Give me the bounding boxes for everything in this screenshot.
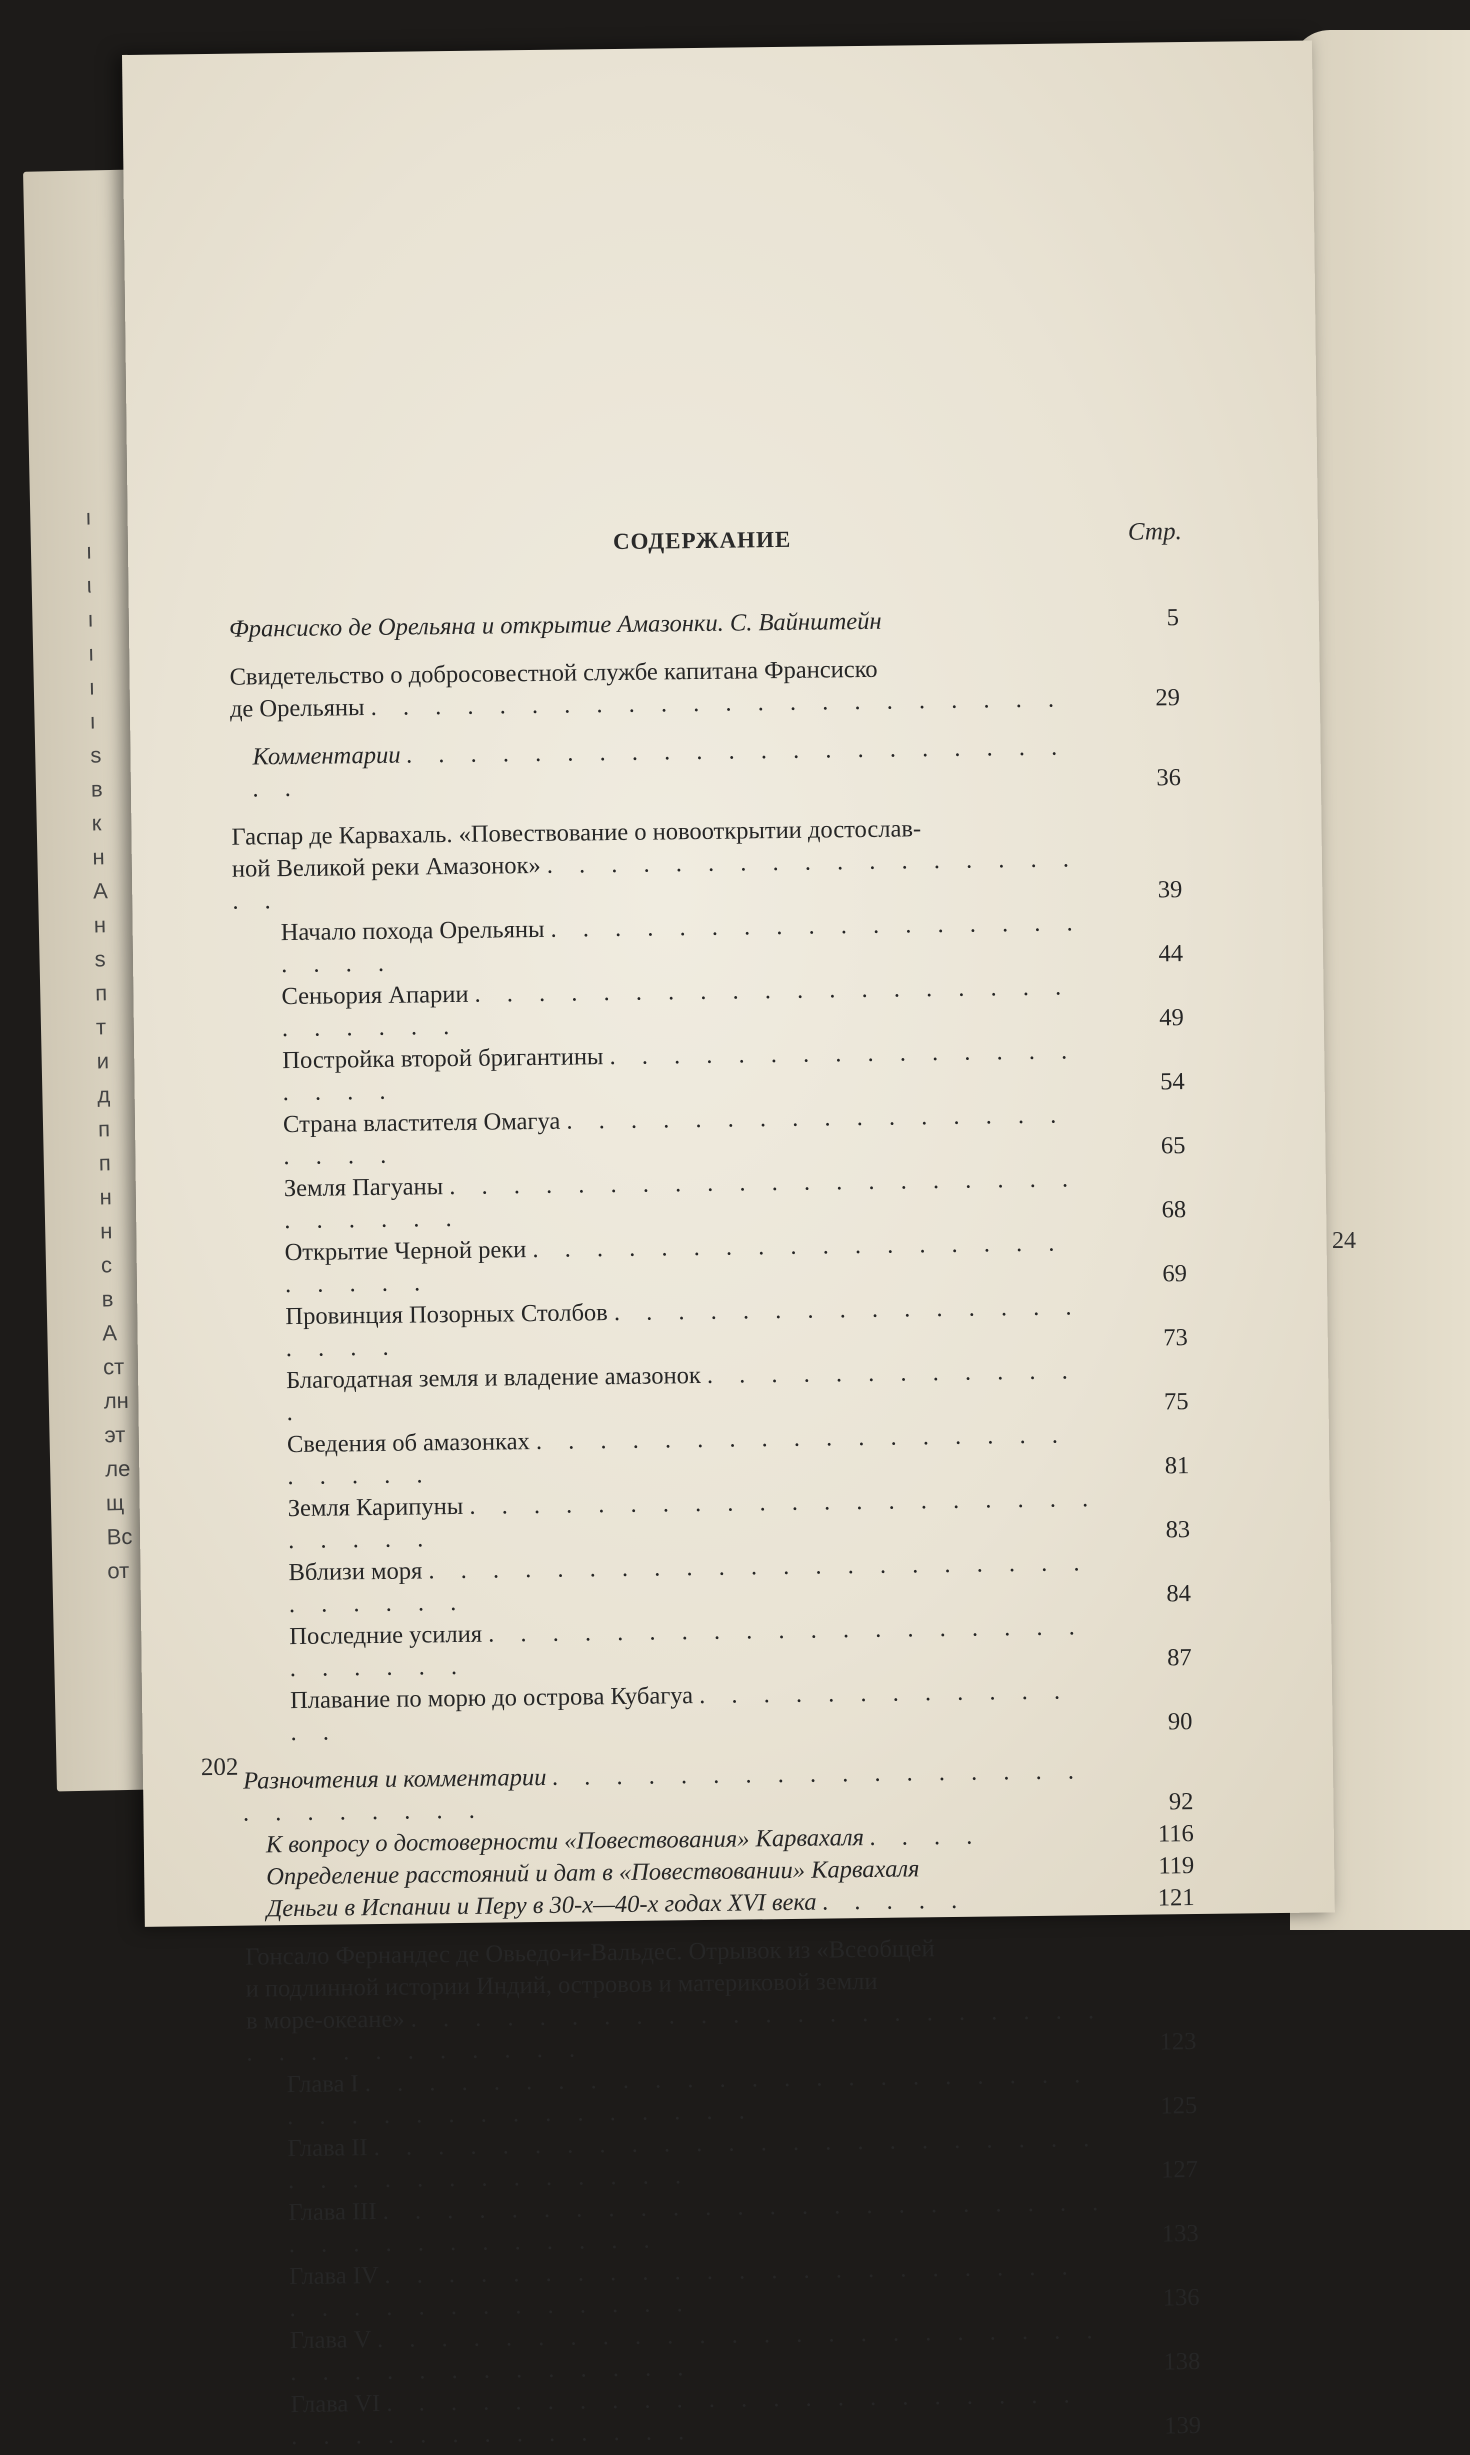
toc-entry (238, 1354, 1189, 1430)
toc-entry-line: Гонсало Фернандес де Овьедо-и-Вальдес. Отрывок из «Всеобщей (245, 1935, 935, 1971)
toc-entry (239, 1418, 1190, 1494)
toc-entry (248, 2186, 1199, 2262)
toc-entry-title (288, 1482, 1191, 1557)
toc-entry-line: Сеньория Апарии (281, 980, 469, 1011)
previous-page-fragment: ı (88, 674, 96, 700)
previous-page-fragment: п (95, 980, 108, 1006)
toc-entry-line: Глава IV (288, 2262, 379, 2291)
toc-entry-page: 69 (1162, 1260, 1188, 1288)
toc-leader-dots: . . . . . . . . . . . . . (286, 1357, 1078, 1427)
toc-leader-dots: . . . . . . . . . . . . . . . . . . . . . . . . . . . . . . . . . . . . . . (287, 2061, 1091, 2131)
toc-entry (236, 1226, 1187, 1302)
toc-leader-dots: . . . . . . . . . . . . . . . . . . . . . (280, 909, 1083, 979)
previous-page-fragment: н (92, 844, 105, 870)
toc-leader-dots: . . . . . (822, 1886, 968, 1916)
previous-page-fragment: s (90, 742, 102, 768)
toc-entry-title (287, 1418, 1190, 1493)
toc-entry-title (288, 2186, 1199, 2261)
previous-page-fragment: лн (103, 1387, 130, 1414)
page-title: СОДЕРЖАНИЕ (612, 526, 792, 555)
toc-entry-page: 29 (1155, 684, 1181, 712)
toc-entry-page: 44 (1158, 940, 1184, 968)
toc-entry-page: 90 (1167, 1708, 1193, 1736)
toc-entry-page: 65 (1160, 1132, 1186, 1160)
previous-page-fragment: п (97, 1116, 111, 1142)
toc-entry-title (281, 970, 1184, 1045)
toc-entry-title (231, 810, 1182, 918)
toc-leader-dots: . . . . . . . . . . . . . . . . . . . (285, 1293, 1082, 1363)
toc-entry-page: 121 (1157, 1884, 1195, 1912)
toc-entry-page: 73 (1163, 1324, 1188, 1352)
toc-entry-line: Разночтения и комментарии (242, 1763, 547, 1795)
toc-entry-title (245, 1930, 1196, 2070)
toc-entry-page: 123 (1159, 2028, 1197, 2056)
toc-entry (234, 1034, 1185, 1110)
toc-entry (231, 810, 1182, 918)
toc-leader-dots: . . . . . . . . . . . . . . . . . . . . . . . . . (281, 973, 1072, 1043)
toc-leader-dots: . . . . . . . . . . . . . . . . . . . . . . . . . . . (288, 1549, 1090, 1619)
toc-entry (249, 2250, 1200, 2326)
toc-entry-title (287, 2058, 1198, 2133)
toc-entry-line: Глава II (287, 2134, 368, 2163)
toc-entry-page: 81 (1164, 1452, 1190, 1480)
toc-entry-page: 133 (1161, 2220, 1199, 2248)
toc-entry (240, 1482, 1191, 1558)
previous-page-fragment: А (92, 878, 109, 904)
toc-leader-dots: . . . . . . . . . . . . . . . . . . . . . . . . . . . . . . . . . . . (289, 2253, 1078, 2323)
toc-entry-page: 87 (1166, 1644, 1192, 1672)
toc-entry-page: 75 (1163, 1388, 1189, 1416)
toc-entry-line: Сведения об амазонках (286, 1428, 530, 1459)
toc-leader-dots: . . . . . . . . . . . . . . . . . . . . . . . . . . . . . . . . . (246, 1997, 1105, 2067)
toc-leader-dots: . . . . . . . . . . . . . . . . . . . (282, 1037, 1078, 1107)
toc-entry-line: Земля Карипуны (287, 1492, 464, 1523)
toc-entry-title (290, 2314, 1201, 2389)
toc-entry-title (289, 2250, 1200, 2325)
previous-page-fragment: щ (105, 1490, 125, 1516)
toc-entry (235, 1098, 1186, 1174)
previous-page-fragment: Вс (106, 1523, 133, 1550)
toc-entry (243, 1754, 1194, 1830)
toc-entry-line: Определение расстояний и дат в «Повествовании» Карвахаля (266, 1855, 920, 1891)
previous-page-fragment: ι (86, 572, 92, 598)
table-of-contents (229, 602, 1201, 2453)
toc-entry (242, 1674, 1193, 1750)
toc-entry-line: Глава III (288, 2198, 377, 2227)
toc-entry-line: Вблизи моря (288, 1557, 423, 1587)
toc-leader-dots: . . . . (869, 1822, 984, 1851)
previous-page-fragment: и (96, 1048, 110, 1074)
toc-entry-page: 54 (1159, 1068, 1185, 1096)
toc-entry-title (282, 1034, 1185, 1109)
toc-leader-dots: . . . . . . . . . . . . . . . . . . . . . . (284, 1229, 1065, 1299)
toc-entry-line: Открытие Черной реки (284, 1236, 527, 1267)
toc-entry-page: 36 (1156, 764, 1182, 792)
book-page (122, 40, 1335, 2451)
toc-entry-line: Свидетельство о добросовестной службе капитана Франсиско (229, 655, 878, 691)
previous-page-fragment: н (93, 912, 107, 938)
toc-entry (247, 2122, 1198, 2198)
toc-entry-title (283, 1098, 1186, 1173)
toc-entry-page: 139 (1164, 2411, 1202, 2440)
previous-page-fragment: ı (85, 504, 92, 530)
toc-entry-line: Франсиско де Орельяна и открытие Амазонки. С. Вайнштейн (228, 607, 882, 643)
toc-entry-line: и подлинной истории Индий, островов и материковой земли (245, 1967, 878, 2003)
previous-page-fragment: п (98, 1150, 112, 1176)
toc-leader-dots: . . . . . . . . . . . . . . . . . . . . . . . . . . . . . . . . . . . (288, 2189, 1109, 2259)
toc-leader-dots: . . . . . . . . . . . . . . . . . . . . . . (287, 1421, 1069, 1491)
toc-entry-page: 92 (1168, 1788, 1194, 1816)
toc-entry-title (252, 730, 1181, 805)
toc-leader-dots: . . . . . . . . . . . . . . . . . . . . . . . . . (287, 1485, 1099, 1555)
toc-leader-dots: . . . . . . . . . . . . . . . . . . . . . . (370, 685, 1065, 722)
toc-entry (237, 1290, 1188, 1366)
previous-page-fragment: А (102, 1320, 118, 1346)
toc-entry-title (289, 1610, 1192, 1685)
previous-page-fragment: ст (102, 1354, 125, 1380)
toc-entry-line: Глава I (286, 2070, 359, 2099)
toc-entry-page: 119 (1158, 1852, 1195, 1880)
previous-page-fragment: ı (85, 538, 93, 564)
toc-entry-line: Глава VI (290, 2390, 381, 2419)
toc-leader-dots: . . . . . . . . . . . . . . (290, 1677, 1071, 1747)
toc-leader-dots: . . . . . . . . . . . . . . . . . . . . . . . . . . (284, 1165, 1079, 1235)
toc-entry-line: Глава V (289, 2326, 372, 2355)
toc-leader-dots: . . . . . . . . . . . . . . . . . . . . (283, 1101, 1067, 1171)
toc-entry-line: де Орельяны (229, 694, 365, 723)
toc-entry-page: 127 (1161, 2156, 1199, 2184)
toc-entry-line: Провинция Позорных Столбов (285, 1299, 608, 1331)
previous-page-fragment: s (94, 946, 106, 972)
toc-leader-dots: . . . . . . . . . . . . . . . . . . . (232, 845, 1080, 915)
toc-entry (229, 650, 1180, 726)
toc-entry-title (284, 1162, 1187, 1237)
previous-page-fragment: от (107, 1557, 130, 1584)
previous-page-fragment: н (99, 1184, 112, 1210)
toc-entry-title (281, 906, 1184, 981)
toc-entry-title (287, 2122, 1198, 2197)
toc-entry-page: 116 (1157, 1820, 1194, 1848)
toc-entry-line: Начало похода Орельяны (280, 915, 545, 947)
previous-page-fragment: в (101, 1286, 114, 1312)
toc-entry (251, 2378, 1202, 2454)
toc-leader-dots: . . . . . . . . . . . . . . . . . . . . . . . . . . . . . . . . . . . . (290, 2317, 1103, 2387)
toc-entry-title (285, 1290, 1188, 1365)
toc-entry-line: ной Великой реки Амазонок» (231, 851, 541, 883)
toc-entry (250, 2314, 1201, 2390)
toc-entry-page: 68 (1161, 1196, 1187, 1224)
previous-page-fragment: ı (87, 606, 94, 632)
page-column-label: Стр. (1127, 518, 1182, 546)
previous-page-fragment: с (100, 1252, 113, 1278)
toc-entry-line: К вопросу о достоверности «Повествования» Карвахаля (265, 1824, 865, 1859)
toc-entry-line: Постройка второй бригантины (282, 1043, 604, 1075)
toc-entry-line: Последние усилия (289, 1620, 483, 1651)
toc-entry-line: Страна властителя Омагуа (282, 1107, 561, 1139)
toc-leader-dots: . . . . . . . . . . . . . . . . . . . . . . . . . . . . . . . . . . . . (287, 2125, 1100, 2195)
toc-entry-page: 49 (1159, 1004, 1185, 1032)
toc-entry-title (229, 650, 1180, 726)
toc-entry-line: Комментарии (252, 741, 401, 771)
toc-entry (230, 730, 1181, 806)
toc-entry-page: 138 (1163, 2348, 1201, 2376)
toc-entry-line: Земля Пагуаны (283, 1173, 444, 1203)
toc-entry-title (284, 1226, 1187, 1301)
toc-entry (236, 1162, 1187, 1238)
previous-page-fragment: ле (104, 1455, 131, 1482)
toc-entry (241, 1610, 1192, 1686)
toc-entry-title (291, 2378, 1202, 2453)
previous-page-fragment: н (99, 1218, 113, 1244)
toc-entry-title (286, 1354, 1189, 1429)
toc-entry-line: в море-океане» (245, 2005, 405, 2035)
toc-entry (245, 1930, 1196, 2070)
toc-entry-line: Гаспар де Карвахаль. «Повествование о новооткрытии достослав- (231, 815, 922, 851)
previous-page-fragment: в (90, 776, 103, 802)
toc-leader-dots: . . . . . . . . . . . . . . . . . . . . . . . . . . . . . . . . . . . (290, 2381, 1080, 2451)
toc-entry-line: Благодатная земля и владение амазонок (286, 1362, 701, 1395)
toc-leader-dots: . . . . . . . . . . . . . . . . . . . . . . . . . (289, 1613, 1085, 1683)
toc-entry-page: 83 (1165, 1516, 1191, 1544)
toc-entry-title (288, 1546, 1191, 1621)
toc-entry-page: 84 (1166, 1580, 1192, 1608)
next-page-number: 24 (1332, 1228, 1356, 1254)
toc-entry (233, 970, 1184, 1046)
page-number: 202 (200, 1753, 239, 1782)
toc-entry-page: 5 (1166, 604, 1180, 632)
toc-entry-line: Плавание по морю до острова Кубагуа (289, 1682, 694, 1715)
previous-page-fragment: ı (87, 640, 95, 666)
toc-entry-line: Деньги в Испании и Перу в 30-х—40-х годах XVI века (266, 1888, 817, 1923)
toc-leader-dots: . . . . . . . . . . . . . . . . . . . . . . . . . (243, 1757, 1085, 1827)
previous-page-fragment: эт (104, 1421, 126, 1448)
toc-entry-title (243, 1754, 1194, 1830)
toc-entry-page: 136 (1162, 2284, 1200, 2312)
toc-entry (233, 906, 1184, 982)
toc-entry-title (290, 1674, 1193, 1749)
toc-entry (247, 2058, 1198, 2134)
toc-leader-dots: . . . . . . . . . . . . . . . . . . . . . . . (252, 733, 1068, 803)
toc-entry (240, 1546, 1191, 1622)
toc-entry-page: 39 (1157, 876, 1183, 904)
previous-page-fragment: к (91, 810, 102, 836)
previous-page-fragment: ı (89, 708, 96, 734)
previous-page-fragment: т (95, 1014, 107, 1040)
previous-page-fragment: д (97, 1082, 111, 1108)
toc-entry-page: 125 (1160, 2092, 1198, 2120)
